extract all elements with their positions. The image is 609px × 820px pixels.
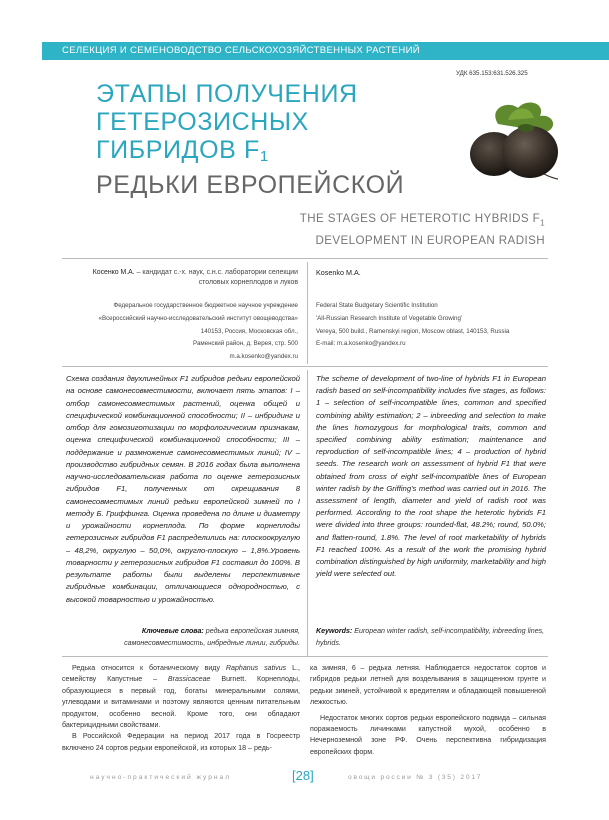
title-ru-line-3-main: ГИБРИДОВ F xyxy=(96,136,260,164)
affiliation-russian xyxy=(70,300,298,364)
title-en-line-1 xyxy=(300,210,545,232)
keywords-russian xyxy=(66,626,300,649)
author-ru-name: Косенко М.А. xyxy=(92,269,135,276)
page-number: [28] xyxy=(292,768,314,783)
title-ru-line-2: ГЕТЕРОЗИСНЫХ xyxy=(96,108,309,136)
radish-photo xyxy=(468,98,560,180)
column-divider-upper xyxy=(307,262,308,364)
divider-body xyxy=(62,656,548,657)
affiliation-english xyxy=(316,300,546,351)
abstract-russian: Схема создания двухлинейных F1 гибридов редьки европейской на основе самонесовместимости, включает пять этапов: I – отбор самонесовместимых растений, оценка общей и специфической комбинационной способности; II – инбридинг и отбор для гомозиготизации по морфологическим признакам, оценка специфической комбинационной способности; III – поддержание и размножение самонесовместимых линий; IV – производство гибридных семян. В 2016 годах была выполнена научно-исследовательская работа по оценке гетерозисных гибридов F1, полученных от скрещивания 8 самонесовместимых линий редьки европейской зимней по I методу Б. Гриффинга. Оценка проведена по длине и диаметру и урожайности корнеплода. По форме корнеплоды гетерозисных гибридов F1 распределились на: плоскоокруглую – 48,2%, округлую – 50,0%, округло-плоскую – 1,8%.Уровень товарности у гетерозисных гибридов F1 составил до 100%. В результате работы были выделены перспективные гибридные комбинации, отличающиеся однородностью, с высокой товарностью и урожайностью. xyxy=(66,374,300,604)
aff-ru-line: Раменский район, д. Верея, стр. 500 xyxy=(193,340,298,348)
body-paragraph: Недостаток многих сортов редьки европейского подвида – сильная поражаемость личинками капустной мухой, особенно в Нечерноземной зоне РФ. Очень перспективна гибридизация европейских форм. xyxy=(310,713,546,756)
body-text: Burnett. Корнеплоды, образующиеся в первый год, богаты минеральными солями, углеводами и витаминами и поэтому являются ценным питательным продуктом, особенно весной. Кроме того, они обладают бактерицидными свойствами. xyxy=(62,675,301,730)
body-text: L., семейству Капустные – xyxy=(62,664,301,684)
species-name: Raphanus sativus xyxy=(225,664,287,672)
aff-en-line: Vereya, 500 build., Ramenskyi region, Moscow oblast, 140153, Russia xyxy=(316,327,510,335)
body-text: Редька относится к ботаническому виду xyxy=(72,664,226,672)
aff-ru-line: «Всероссийский научно-исследовательский институт овощеводства» xyxy=(98,314,298,322)
author-english: Kosenko M.A. xyxy=(316,268,361,277)
column-divider-lower xyxy=(307,370,308,656)
keywords-ru-label: Ключевые слова: xyxy=(141,627,204,635)
aff-en-line: 'All-Russian Research Institute of Vegetable Growing' xyxy=(316,314,463,322)
title-ru-line-1: ЭТАПЫ ПОЛУЧЕНИЯ xyxy=(96,80,358,108)
author-russian xyxy=(72,268,298,288)
title-en-line-1-subscript: 1 xyxy=(540,218,545,228)
divider-top xyxy=(62,258,548,259)
title-ru-line-3-subscript: 1 xyxy=(259,148,269,165)
footer-journal-issue: овощи россии № 3 (35) 2017 xyxy=(348,774,483,781)
keywords-english xyxy=(316,626,546,649)
body-paragraph xyxy=(62,663,300,731)
family-name: Brassicaceae xyxy=(167,675,211,684)
aff-en-email: E-mail: m.a.kosenko@yandex.ru xyxy=(316,340,406,348)
aff-ru-email: m.a.kosenko@yandex.ru xyxy=(229,353,298,361)
title-ru-line-4: РЕДЬКИ ЕВРОПЕЙСКОЙ xyxy=(96,171,405,199)
body-column-right xyxy=(310,663,546,758)
footer-journal-type: научно-практический журнал xyxy=(90,774,232,781)
title-russian xyxy=(96,80,404,199)
title-english xyxy=(300,210,545,250)
body-column-left xyxy=(62,663,300,754)
section-header-bar: СЕЛЕКЦИЯ И СЕМЕНОВОДСТВО СЕЛЬСКОХОЗЯЙСТВЕННЫХ РАСТЕНИЙ xyxy=(42,42,609,60)
aff-ru-line: Федеральное государственное бюджетное научное учреждение xyxy=(113,302,298,309)
aff-ru-line: 140153, Россия, Московская обл., xyxy=(200,327,298,335)
page-number-value: 28 xyxy=(295,768,311,783)
keywords-ru-text: редька европейская зимняя, самонесовместимость, инбредные линии, гибриды. xyxy=(124,627,300,647)
abstract-english: The scheme of development of two-line of hybrids F1 in European radish based on self-incompatibility includes five stages, as follows: 1 – selection of self-incompatible lines, common and specified combining ability estimation; 2 – inbreeding and selection to make the lines homozygous for morphological traits, common and specified combining ability estimation; maintenance and reproduction of self-incompatible lines; 4 – production of hybrid seeds. The research work on assessment of hybrid F1 that were obtained from cross of eight self-incompatible lines of European winter radish by the Griffing's method was carried out in 2016. The assessment of length, diameter and yield of radish root was performed. According to the root shape the heterotic hybrids F1 were divided into three groups: rounded-flat, 48.2%; round, 50.0%; and flatten-round, 1.8%. The level of root marketability of hybrids F1 reached 100%. As a result of the work the promising hybrid combination distinguished by high uniformity, marketability and high yield were selected out. xyxy=(316,374,546,579)
title-en-line-2: DEVELOPMENT IN EUROPEAN RADISH xyxy=(315,234,545,248)
title-ru-line-3 xyxy=(96,136,404,171)
body-paragraph: ка зимняя, 6 – редька летняя. Наблюдается недостаток сортов и гибридов редьки летней для возделывания в защищенном грунте и редьки зимней, устойчивой к вредителям и обладающей повышенной лежкостью. xyxy=(310,664,546,707)
title-en-line-1-main: THE STAGES OF HETEROTIC HYBRIDS F xyxy=(299,212,541,225)
keywords-en-label: Keywords: xyxy=(316,627,353,635)
aff-en-line: Federal State Budgetary Scientific Institution xyxy=(316,302,438,309)
udc-code: УДК 635.153:631.526.325 xyxy=(456,70,528,77)
body-paragraph: В Российской Федерации на период 2017 года в Госреестр включено 24 сортов редьки европейской, из которых 18 – редь- xyxy=(62,732,300,752)
divider-abstract xyxy=(62,366,548,367)
author-ru-description: – кандидат с.-х. наук, с.н.с. лаборатории селекции столовых корнеплодов и луков xyxy=(134,269,298,286)
keywords-en-text: European winter radish, self-incompatibility, inbreeding lines, hybrids. xyxy=(316,627,545,647)
